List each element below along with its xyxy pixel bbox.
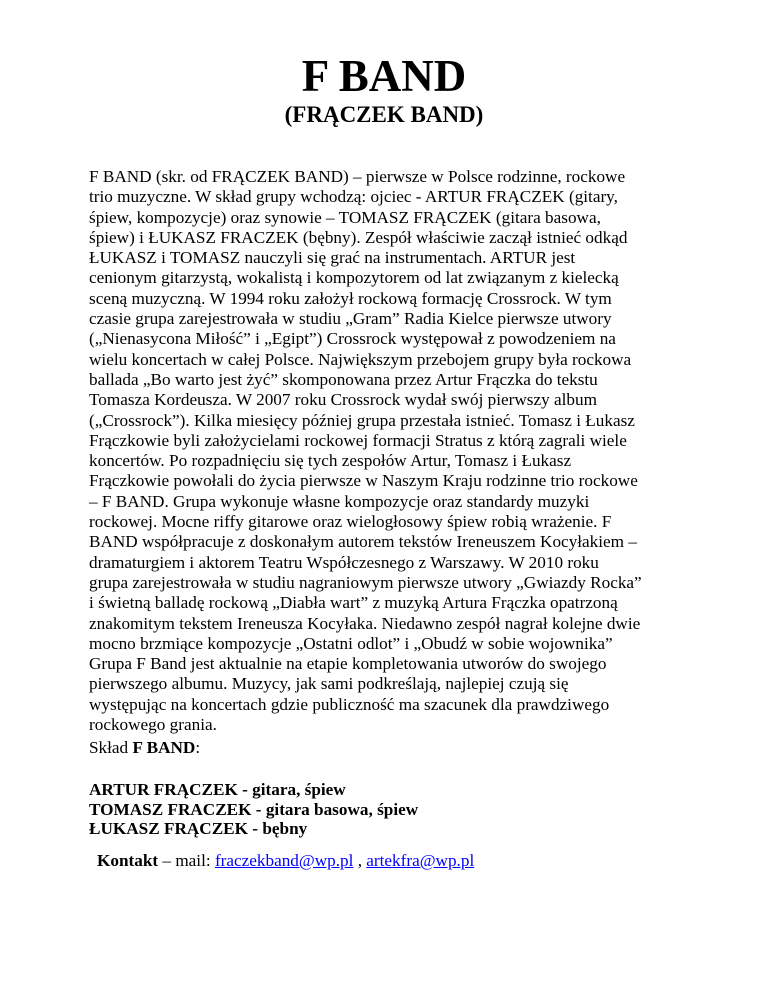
text-line: wielu koncertach w całej Polsce. Największym przebojem grupy była rockowa — [89, 349, 632, 369]
lineup-heading — [89, 738, 200, 758]
member-item: TOMASZ FRACZEK - gitara basowa, śpiew — [89, 799, 419, 819]
text-line: mocno brzmiące kompozycje „Ostatni odlot” i „Obudź w sobie wojownika” — [89, 633, 613, 653]
member-list — [89, 780, 418, 839]
text-line: śpiew) i ŁUKASZ FRACZEK (bębny). Zespół właściwie zaczął istnieć odkąd — [89, 227, 628, 247]
text-line: występując na koncertach gdzie publiczność ma szacunek dla prawdziwego — [89, 694, 610, 714]
text-line: ballada „Bo warto jest żyć” skomponowana przez Artur Frączka do tekstu — [89, 369, 598, 389]
page-title: F BAND — [301, 51, 467, 101]
page-subtitle: (FRĄCZEK BAND) — [284, 102, 484, 127]
text-line: cenionym gitarzystą, wokalistą i kompozytorem od lat związanym z kielecką — [89, 268, 619, 288]
contact-line — [97, 851, 474, 871]
text-line: F BAND (skr. od FRĄCZEK BAND) – pierwsze w Polsce rodzinne, rockowe — [89, 167, 626, 186]
text-line: trio muzyczne. W skład grupy wchodzą: ojciec - ARTUR FRĄCZEK (gitary, — [89, 187, 618, 207]
text-line: dramaturgiem i aktorem Teatru Współczesnego z Warszawy. W 2010 roku — [89, 552, 599, 572]
text-line: pierwszego albumu. Muzycy, jak sami podkreślają, najlepiej czują się — [89, 674, 569, 694]
email-link-artekfra[interactable]: artekfra@wp.pl — [366, 851, 475, 870]
band-description — [89, 167, 699, 735]
text-line: sceną muzyczną. W 1994 roku założył rockową formację Crossrock. W tym — [89, 288, 612, 308]
contact-separator: , — [353, 851, 367, 870]
lineup-prefix: Skład — [89, 738, 133, 757]
member-item: ARTUR FRĄCZEK - gitara, śpiew — [89, 780, 346, 799]
text-line: śpiew, kompozycje) oraz synowie – TOMASZ FRĄCZEK (gitara basowa, — [89, 207, 601, 227]
text-line: znakomitym tekstem Ireneusza Kocyłaka. Niedawno zespół nagrał kolejne dwie — [89, 613, 641, 633]
text-line: rockowej. Mocne riffy gitarowe oraz wielogłosowy śpiew robią wrażenie. F — [89, 512, 612, 532]
text-line: Frączkowie powołali do życia pierwsze w Naszym Kraju rodzinne trio rockowe — [89, 471, 638, 491]
lineup-suffix: : — [195, 738, 201, 757]
text-line: Grupa F Band jest aktualnie na etapie kompletowania utworów do swojego — [89, 654, 607, 674]
member-item: ŁUKASZ FRĄCZEK - bębny — [89, 819, 308, 838]
text-line: Tomasza Kordeusza. W 2007 roku Crossrock wydał swój pierwszy album — [89, 390, 597, 410]
text-line: rockowego grania. — [89, 715, 217, 735]
contact-text: – mail: — [158, 851, 215, 870]
text-line: Frączkowie byli założycielami rockowej formacji Stratus z którą zagrali wiele — [89, 430, 627, 450]
text-line: („Crossrock”). Kilka miesięcy później grupa przestała istnieć. Tomasz i Łukasz — [89, 410, 635, 430]
text-line: BAND współpracuje z doskonałym autorem tekstów Ireneuszem Kocyłakiem – — [89, 532, 637, 552]
contact-label: Kontakt — [97, 851, 159, 870]
text-line: („Nienasycona Miłość” i „Egipt”) Crossrock występował z powodzeniem na — [89, 329, 616, 349]
text-line: i świetną balladę rockową „Diabła wart” z muzyką Artura Frączka opatrzoną — [89, 593, 618, 613]
email-link-fraczekband[interactable]: fraczekband@wp.pl — [214, 851, 354, 870]
text-line: czasie grupa zarejestrowała w studiu „Gram” Radia Kielce pierwsze utwory — [89, 309, 612, 329]
text-line: – F BAND. Grupa wykonuje własne kompozycje oraz standardy muzyki — [89, 491, 590, 511]
lineup-band-name: F BAND — [132, 738, 196, 757]
text-line: grupa zarejestrowała w studiu nagraniowym pierwsze utwory „Gwiazdy Rocka” — [89, 572, 642, 592]
text-line: ŁUKASZ i TOMASZ nauczyli się grać na instrumentach. ARTUR jest — [89, 248, 576, 268]
text-line: koncertów. Po rozpadnięciu się tych zespołów Artur, Tomasz i Łukasz — [89, 451, 572, 471]
